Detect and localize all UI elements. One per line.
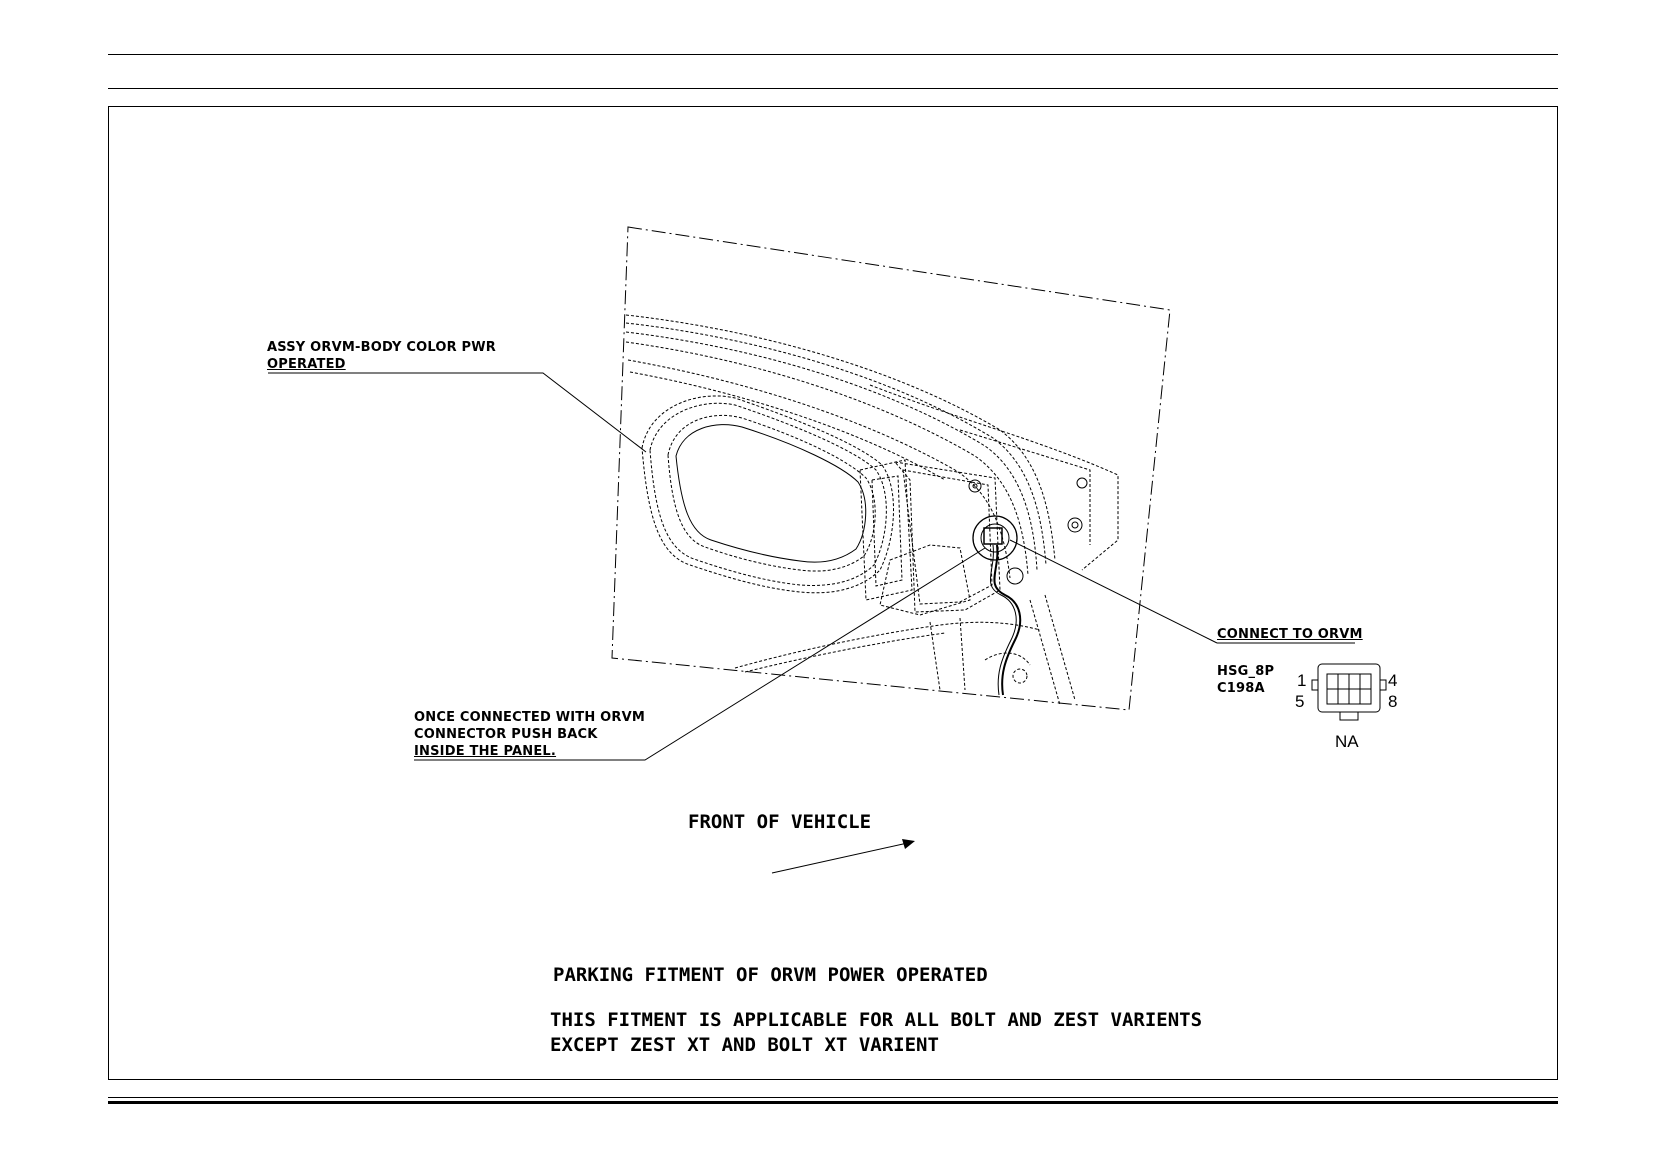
callout-connect-to-orvm: CONNECT TO ORVM bbox=[1217, 627, 1363, 642]
applicability-note-line2: EXCEPT ZEST XT AND BOLT XT VARIENT bbox=[550, 1034, 939, 1056]
front-arrow bbox=[772, 842, 912, 873]
connector-pinout-symbol bbox=[1312, 664, 1386, 720]
mirror-housing-outer bbox=[642, 396, 894, 593]
connector-id-label: C198A bbox=[1217, 681, 1265, 696]
pin-label-8: 8 bbox=[1388, 692, 1398, 711]
callout-push-back-line1: ONCE CONNECTED WITH ORVM bbox=[414, 710, 646, 725]
drawing-title: PARKING FITMENT OF ORVM POWER OPERATED bbox=[553, 964, 988, 986]
connector-variant-label: NA bbox=[1335, 732, 1359, 751]
pin-label-4: 4 bbox=[1388, 671, 1398, 690]
callout-push-back-line3: INSIDE THE PANEL. bbox=[414, 744, 557, 759]
callout-orvm-assy-line2: OPERATED bbox=[267, 357, 346, 372]
front-arrow-head bbox=[902, 839, 915, 849]
leader-orvm-assy bbox=[268, 373, 646, 452]
applicability-note-line1: THIS FITMENT IS APPLICABLE FOR ALL BOLT AND ZEST VARIENTS bbox=[550, 1009, 1203, 1031]
connector-housing-label: HSG_8P bbox=[1217, 664, 1275, 679]
orvm-connector bbox=[973, 516, 1017, 560]
front-of-vehicle-label: FRONT OF VEHICLE bbox=[688, 811, 872, 833]
mirror-glass bbox=[668, 415, 875, 571]
callout-push-back-line2: CONNECTOR PUSH BACK bbox=[414, 727, 598, 742]
pin-label-1: 1 bbox=[1297, 671, 1307, 690]
callout-orvm-assy-line1: ASSY ORVM-BODY COLOR PWR bbox=[267, 340, 497, 355]
pin-label-5: 5 bbox=[1295, 692, 1305, 711]
